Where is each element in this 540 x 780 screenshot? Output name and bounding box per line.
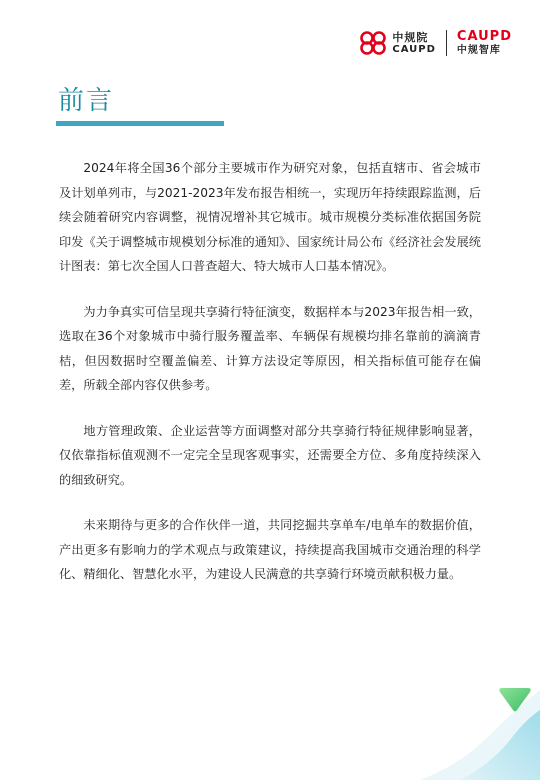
logo-divider	[446, 30, 447, 56]
preface-body	[59, 156, 481, 608]
page-title: 前言	[58, 86, 115, 116]
knot-logo-icon	[358, 29, 388, 57]
corner-decoration	[420, 670, 540, 780]
caupd-logo	[358, 29, 436, 57]
think-tank-english-name: CAUPD	[456, 29, 512, 44]
header-logo	[358, 28, 512, 58]
logo-english-name: CAUPD	[392, 43, 436, 55]
paragraph-2: 为力争真实可信呈现共享骑行特征演变，数据样本与2023年报告相一致，选取在36个对象城市中骑行服务覆盖率、车辆保有规模均排名靠前的滴滴青桔，但因数据时空覆盖偏差、计算方法设定等原因，相关指标值可能存在偏差，所载全部内容仅供参考。	[59, 304, 481, 392]
paragraph-4: 未来期待与更多的合作伙伴一道，共同挖掘共享单车/电单车的数据价值，产出更多有影响力的学术观点与政策建议，持续提高我国城市交通治理的科学化、精细化、智慧化水平，为建设人民满意的共享骑行环境贡献积极力量。	[59, 518, 481, 581]
logo-chinese-name: 中规院	[392, 30, 429, 44]
paragraph-3: 地方管理政策、企业运营等方面调整对部分共享骑行特征规律影响显著，仅依靠指标值观测不一定完全呈现客观事实，还需要全方位、多角度持续深入的细致研究。	[59, 423, 481, 487]
think-tank-chinese-name: 中规智库	[456, 45, 501, 56]
title-underline	[56, 121, 224, 126]
think-tank-logo	[457, 30, 512, 56]
paragraph-1: 2024年将全国36个部分主要城市作为研究对象，包括直辖市、省会城市及计划单列市，与2021-2023年发布报告相统一，实现历年持续跟踪监测，后续会随着研究内容调整，视情况增补其它城市。城市规模分类标准依据国务院印发《关于调整城市规模划分标准的通知》、国家统计局公布《经济社会发展统计图表：第七次全国人口普查超大、特大城市人口基本情况》。	[59, 161, 481, 273]
